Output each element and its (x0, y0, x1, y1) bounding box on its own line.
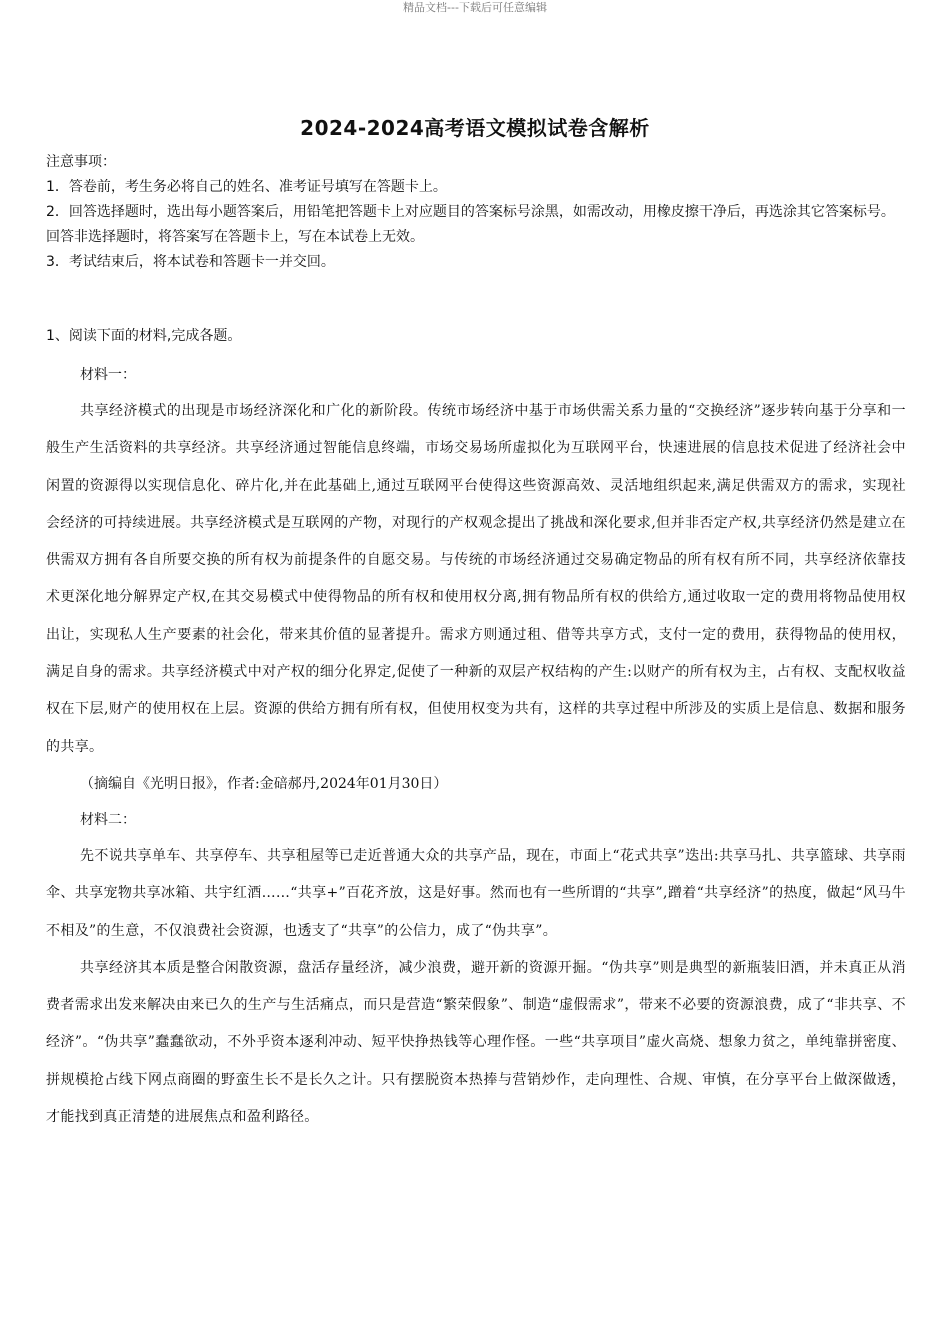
notice-item: 1．答卷前，考生务必将自己的姓名、准考证号填写在答题卡上。 (46, 179, 447, 195)
question-1 (46, 325, 906, 1136)
page-title: 2024-2024高考语文模拟试卷含解析 (300, 116, 650, 140)
notice-heading: 注意事项： (46, 154, 116, 170)
notice-section (46, 150, 906, 275)
material-2-label: 材料二： (80, 811, 136, 828)
material-1-paragraph: 共享经济模式的出现是市场经济深化和广化的新阶段。传统市场经济中基于市场供需关系力量的“交换经济”逐步转向基于分享和一般生产生活资料的共享经济。共享经济通过智能信息终端，市场交易场所虚拟化为互联网平台，快速进展的信息技术促进了经济社会中闲置的资源得以实现信息化、碎片化,并在此基础上,通过互联网平台使得这些资源高效、灵活地组织起来,满足供需双方的需求，实现社会经济的可持续进展。共享经济模式是互联网的产物，对现行的产权观念提出了挑战和深化要求,但并非否定产权,共享经济仍然是建立在供需双方拥有各自所要交换的所有权为前提条件的自愿交易。与传统的市场经济通过交易确定物品的所有权有所不同，共享经济依靠技术更深化地分解界定产权,在其交易模式中使得物品的所有权和使用权分离,拥有物品所有权的供给方,通过收取一定的费用将物品使用权出让，实现私人生产要素的社会化，带来其价值的显著提升。需求方则通过租、借等共享方式，支付一定的费用，获得物品的使用权，满足自身的需求。共享经济模式中对产权的细分化界定,促使了一种新的双层产权结构的产生:以财产的所有权为主，占有权、支配权收益权在下层,财产的使用权在上层。资源的供给方拥有所有权，但使用权变为共有，这样的共享过程中所涉及的实质上是信息、数据和服务的共享。 (46, 403, 906, 755)
material-2-paragraph: 先不说共享单车、共享停车、共享租屋等已走近普通大众的共享产品，现在，市面上“花式共享”迭出:共享马扎、共享篮球、共享雨伞、共享宠物共享冰箱、共宇红酒……“共享+”百花齐放，这是好事。然而也有一些所谓的“共享”,蹭着“共享经济”的热度，做起“风马牛不相及”的生意，不仅浪费社会资源，也透支了“共享”的公信力，成了“伪共享”。 (46, 847, 906, 939)
material-1-source: （摘编自《光明日报》，作者:金碚郝丹,2024年01月30日） (80, 775, 448, 792)
material-1-label: 材料一： (80, 367, 136, 383)
header-note: 精品文档---下载后可任意编辑 (403, 1, 547, 14)
material-2-paragraph: 共享经济其本质是整合闲散资源，盘活存量经济，减少浪费，避开新的资源开掘。“伪共享”则是典型的新瓶装旧酒，并未真正从消费者需求出发来解决由来已久的生产与生活痛点，而只是营造“繁荣假象”、制造“虚假需求”，带来不必要的资源浪费，成了“非共享、不经济”。“伪共享”蠢蠢欲动，不外乎资本逐利冲动、短平快挣热钱等心理作怪。一些“共享项目”虚火高烧、想象力贫之，单纯靠拼密度、拼规模抢占线下网点商圈的野蛮生长不是长久之计。只有摆脱资本热捧与营销炒作，走向理性、合规、审慎，在分享平台上做深做透，才能找到真正清楚的进展焦点和盈利路径。 (46, 959, 906, 1126)
question-heading: 1、阅读下面的材料,完成各题。 (46, 328, 242, 344)
notice-item: 3．考试结束后，将本试卷和答题卡一并交回。 (46, 254, 335, 270)
notice-item: 2．回答选择题时，选出每小题答案后，用铅笔把答题卡上对应题目的答案标号涂黑，如需改动，用橡皮擦干净后，再选涂其它答案标号。回答非选择题时，将答案写在答题卡上，写在本试卷上无效。 (46, 204, 895, 245)
